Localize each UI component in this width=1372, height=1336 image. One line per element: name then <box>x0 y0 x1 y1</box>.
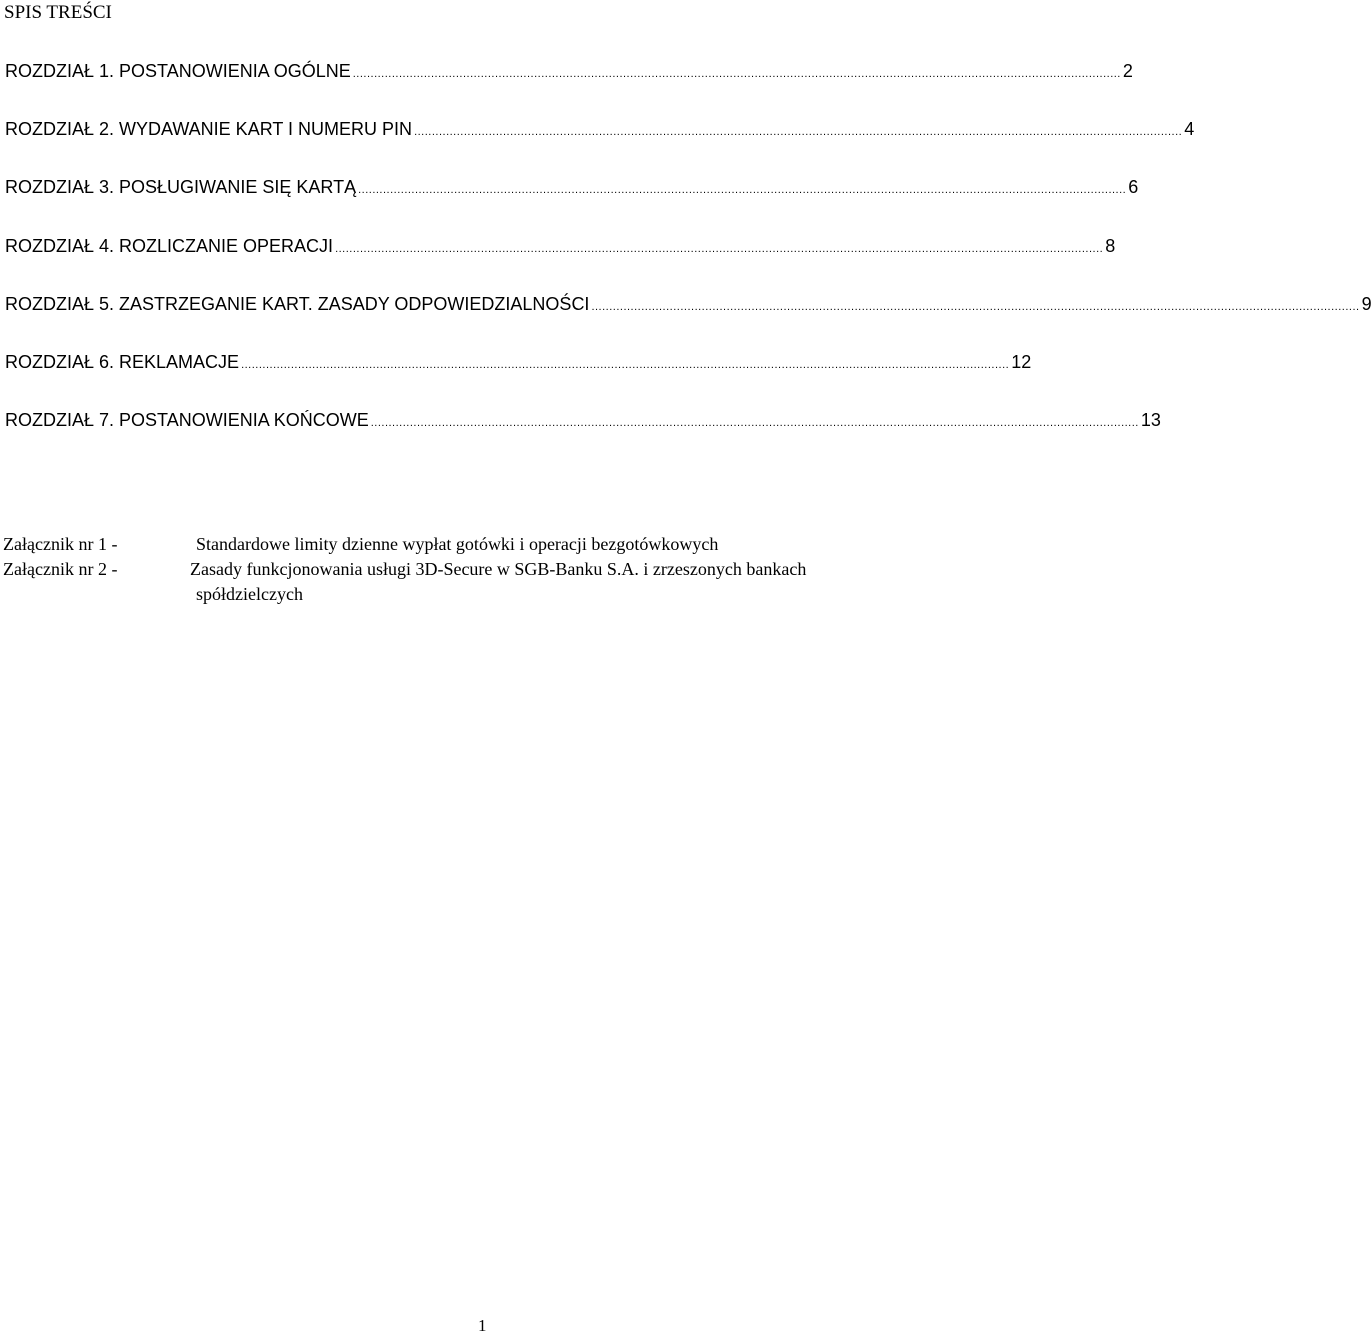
dot-leader: ........................................................................................................................................................................................................................ <box>358 184 1127 196</box>
dot-leader: ........................................................................................................................................................................................................................ <box>414 126 1183 138</box>
annex-1-text: Standardowe limity dzienne wypłat gotówki i operacji bezgotówkowych <box>196 534 719 554</box>
toc-entry-page: 4 <box>1184 119 1195 139</box>
dot-leader: ........................................................................................................................................................................................................................ <box>591 301 1360 313</box>
dot-leader: ........................................................................................................................................................................................................................ <box>352 68 1121 80</box>
dot-leader: ........................................................................................................................................................................................................................ <box>335 243 1104 255</box>
toc-entry-label: ROZDZIAŁ 3. POSŁUGIWANIE SIĘ KARTĄ <box>5 177 357 197</box>
toc-entry-page: 12 <box>1011 352 1032 372</box>
toc-entry-label: ROZDZIAŁ 2. WYDAWANIE KART I NUMERU PIN <box>5 119 413 139</box>
toc-entry-page: 8 <box>1105 236 1116 256</box>
annex-2-text-continued: spółdzielczych <box>196 584 303 604</box>
toc-entry-page: 13 <box>1140 410 1161 430</box>
toc-entry-5[interactable] <box>5 292 1372 316</box>
toc-entry-1[interactable] <box>5 59 1133 83</box>
toc-entry-label: ROZDZIAŁ 4. ROZLICZANIE OPERACJI <box>5 236 334 256</box>
document-title: SPIS TREŚCI <box>4 2 112 23</box>
annex-1-label: Załącznik nr 1 - <box>3 534 118 554</box>
page-number: 1 <box>478 1316 487 1335</box>
toc-entry-4[interactable] <box>5 234 1116 258</box>
toc-entry-3[interactable] <box>5 175 1139 199</box>
dot-leader: ........................................................................................................................................................................................................................ <box>370 417 1139 429</box>
toc-entry-label: ROZDZIAŁ 6. REKLAMACJE <box>5 352 240 372</box>
toc-entry-2[interactable] <box>5 117 1195 141</box>
toc-entry-label: ROZDZIAŁ 7. POSTANOWIENIA KOŃCOWE <box>5 410 369 430</box>
dot-leader: ........................................................................................................................................................................................................................ <box>241 359 1010 371</box>
toc-entry-7[interactable] <box>5 408 1161 432</box>
toc-entry-label: ROZDZIAŁ 5. ZASTRZEGANIE KART. ZASADY ODPOWIEDZIALNOŚCI <box>5 294 590 314</box>
toc-entry-label: ROZDZIAŁ 1. POSTANOWIENIA OGÓLNE <box>5 61 351 81</box>
toc-entry-6[interactable] <box>5 350 1032 374</box>
toc-entry-page: 9 <box>1361 294 1372 314</box>
toc-entry-page: 6 <box>1128 177 1139 197</box>
annex-2-label: Załącznik nr 2 - <box>3 559 118 579</box>
annex-2-text: Zasady funkcjonowania usługi 3D-Secure w SGB-Banku S.A. i zrzeszonych bankach <box>190 559 807 579</box>
toc-entry-page: 2 <box>1122 61 1133 81</box>
